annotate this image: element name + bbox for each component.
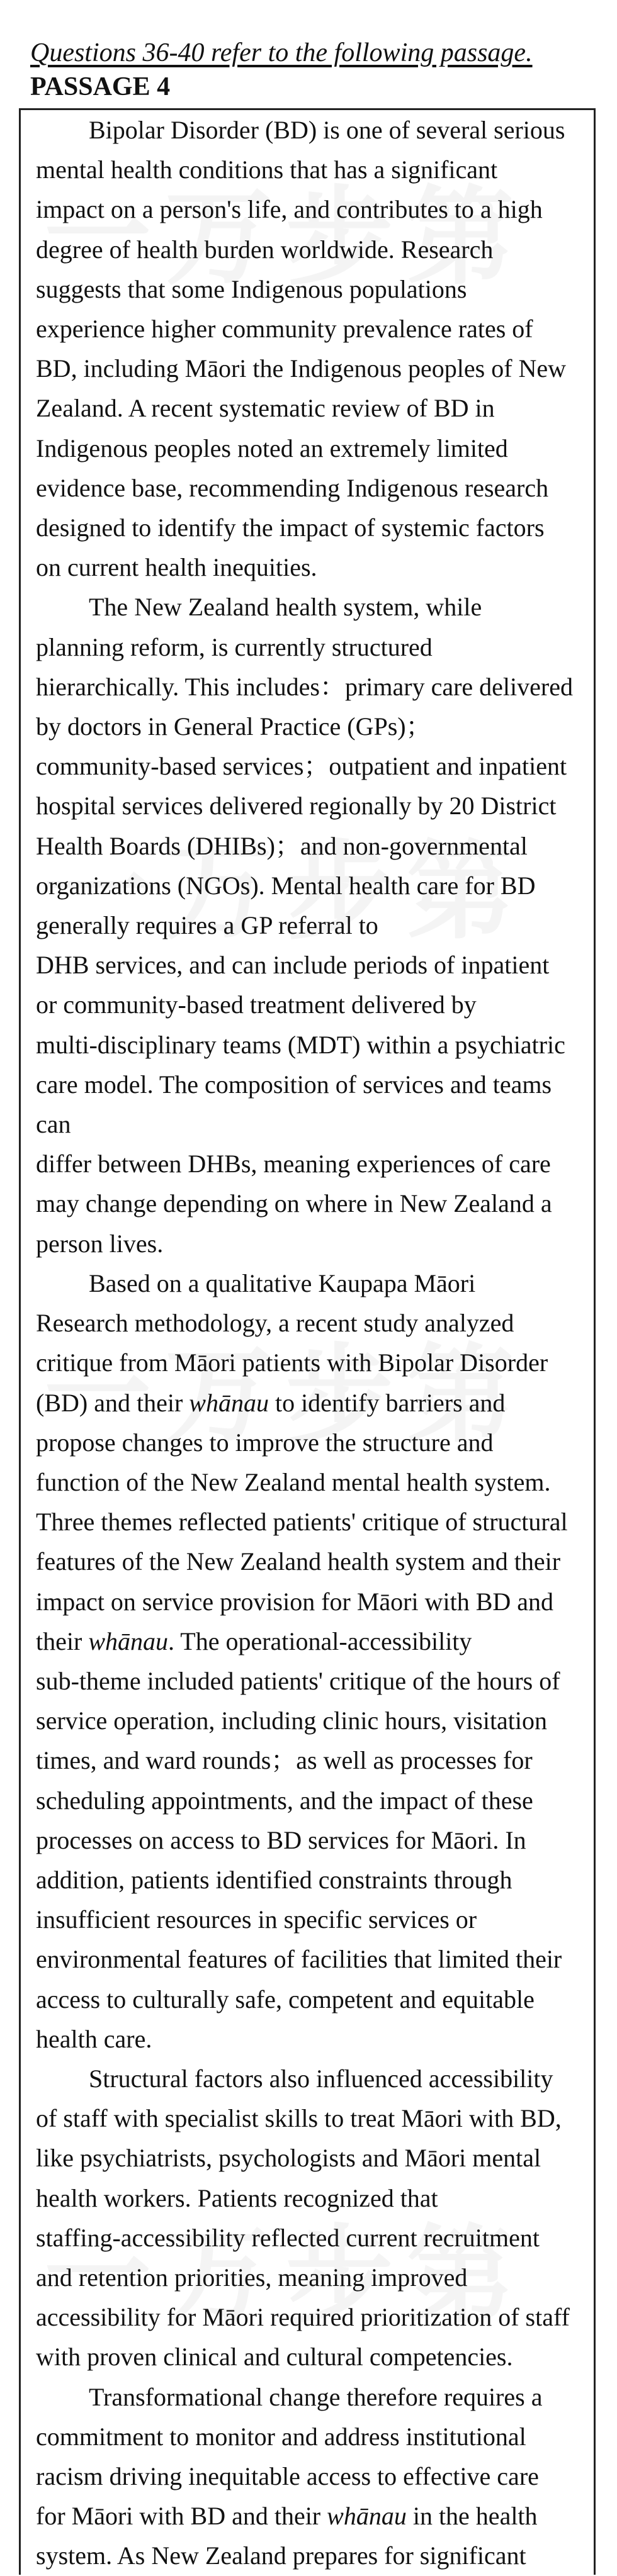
paragraph-1 <box>36 110 584 587</box>
text-line: of staff with specialist skills to treat Māori with BD, <box>36 2104 562 2133</box>
text-line: propose changes to improve the structure and <box>36 1428 494 1457</box>
text-line: accessibility for Māori required prioritization of staff <box>36 2303 570 2332</box>
text-line: staffing-accessibility reflected current recruitment <box>36 2223 540 2252</box>
text-line: planning reform, is currently structured <box>36 632 433 661</box>
whanau-term: whānau <box>327 2502 407 2531</box>
text-line: Zealand. A recent systematic review of BD in <box>36 394 495 423</box>
text-line: multi-disciplinary teams (MDT) within a psychiatric <box>36 1030 565 1059</box>
text-fragment: for Māori with BD and their <box>36 2502 327 2531</box>
text-line <box>36 1383 584 1423</box>
text-line: designed to identify the impact of systemic factors <box>36 513 545 542</box>
passage-text <box>36 110 584 2576</box>
text-line: suggests that some Indigenous populations <box>36 274 467 303</box>
text-line: Structural factors also influenced accessibility <box>89 2064 553 2093</box>
text-line: can <box>36 1110 71 1139</box>
passage-title: PASSAGE 4 <box>30 72 171 101</box>
text-line: access to culturally safe, competent and equitable <box>36 1985 535 2013</box>
text-line: health care. <box>36 2024 152 2053</box>
text-line: Based on a qualitative Kaupapa Māori <box>89 1268 476 1297</box>
text-line: commitment to monitor and address institutional <box>36 2422 526 2451</box>
text-line: system. As New Zealand prepares for significant <box>36 2541 526 2570</box>
paragraph-4 <box>36 2059 584 2377</box>
text-line: person lives. <box>36 1229 164 1258</box>
paragraph-3 <box>36 1263 584 2059</box>
text-fragment: (BD) and their <box>36 1388 190 1417</box>
text-line: Transformational change therefore requires a <box>89 2382 543 2411</box>
whanau-term: whānau <box>88 1627 168 1655</box>
text-line: organizations (NGOs). Mental health care for BD <box>36 871 536 900</box>
text-line: The New Zealand health system, while <box>89 593 482 622</box>
text-line: community-based services；outpatient and inpatient <box>36 752 567 781</box>
text-line: differ between DHBs, meaning experiences of care <box>36 1150 551 1179</box>
text-line <box>36 2496 584 2536</box>
text-fragment: . The operational-accessibility <box>168 1627 472 1655</box>
text-line: on current health inequities. <box>36 553 317 582</box>
passage-box <box>19 108 596 2575</box>
text-line: critique from Māori patients with Bipolar Disorder <box>36 1348 548 1377</box>
text-line: service operation, including clinic hours, visitation <box>36 1706 548 1735</box>
text-fragment: their <box>36 1627 89 1655</box>
questions-intro: Questions 36-40 refer to the following passage. <box>30 38 533 67</box>
text-line: addition, patients identified constraints through <box>36 1865 512 1894</box>
text-line: hospital services delivered regionally by 20 District <box>36 792 557 820</box>
text-line: features of the New Zealand health system and their <box>36 1547 561 1576</box>
text-line: scheduling appointments, and the impact of these <box>36 1786 533 1815</box>
text-line: times, and ward rounds；as well as processes for <box>36 1746 533 1775</box>
text-line: Bipolar Disorder (BD) is one of several serious <box>89 116 565 144</box>
paragraph-5 <box>36 2377 584 2576</box>
text-line: or community-based treatment delivered by <box>36 990 477 1019</box>
text-line: experience higher community prevalence rates of <box>36 315 533 344</box>
text-line: processes on access to BD services for Māori. In <box>36 1825 526 1854</box>
text-line: sub-theme included patients' critique of the hours of <box>36 1666 560 1695</box>
text-line: insufficient resources in specific services or <box>36 1905 477 1934</box>
text-line: function of the New Zealand mental health system. <box>36 1467 551 1496</box>
text-line: generally requires a GP referral to <box>36 911 378 940</box>
text-line: environmental features of facilities that limited their <box>36 1945 562 1974</box>
text-line: Research methodology, a recent study analyzed <box>36 1309 514 1338</box>
text-line: Indigenous peoples noted an extremely limited <box>36 434 508 462</box>
text-line <box>36 1621 584 1661</box>
text-line: evidence base, recommending Indigenous research <box>36 473 549 502</box>
text-line: may change depending on where in New Zealand a <box>36 1189 552 1218</box>
text-line: hierarchically. This includes：primary care delivered <box>36 672 573 701</box>
text-line: care model. The composition of services and teams <box>36 1070 552 1099</box>
text-line: degree of health burden worldwide. Research <box>36 235 494 264</box>
text-line: Health Boards (DHIBs)；and non-governmental <box>36 831 528 860</box>
text-fragment: to identify barriers and <box>268 1388 506 1417</box>
text-line: with proven clinical and cultural competencies. <box>36 2343 513 2372</box>
text-line: impact on service provision for Māori with BD and <box>36 1587 554 1616</box>
whanau-term: whānau <box>189 1388 269 1417</box>
text-line: racism driving inequitable access to effective care <box>36 2461 539 2490</box>
text-line: health workers. Patients recognized that <box>36 2183 438 2212</box>
text-line: BD, including Māori the Indigenous peoples of New <box>36 354 567 383</box>
text-line: and retention priorities, meaning improved <box>36 2263 468 2292</box>
text-line: Three themes reflected patients' critique of structural <box>36 1508 568 1537</box>
text-line: like psychiatrists, psychologists and Māori mental <box>36 2144 541 2173</box>
text-line: mental health conditions that has a significant <box>36 155 498 184</box>
text-line: DHB services, and can include periods of inpatient <box>36 951 550 980</box>
text-line: by doctors in General Practice (GPs)； <box>36 712 431 741</box>
text-fragment: in the health <box>406 2502 538 2531</box>
text-line: impact on a person's life, and contributes to a high <box>36 195 543 224</box>
paragraph-2 <box>36 587 584 1263</box>
